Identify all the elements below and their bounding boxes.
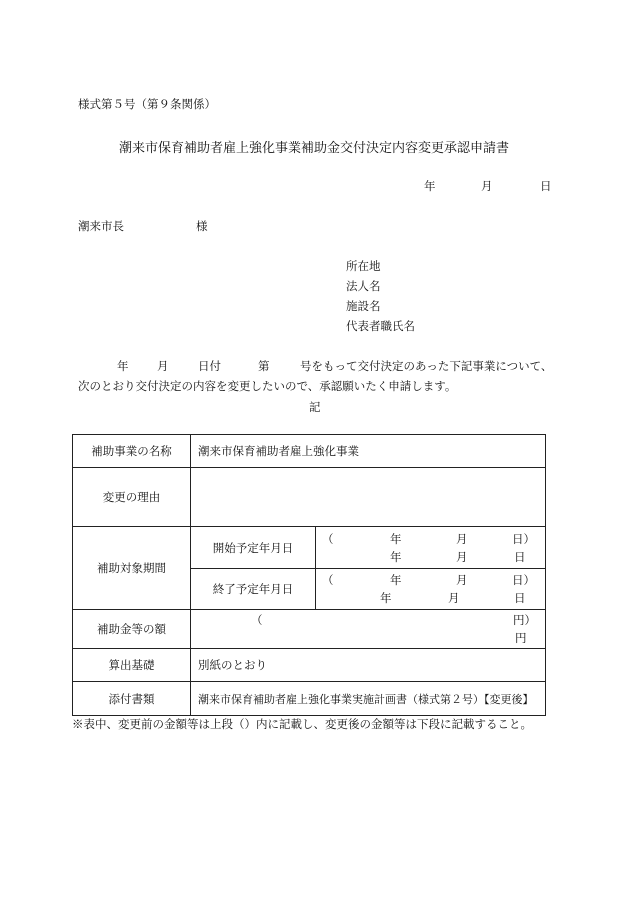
form-number: 様式第５号（第９条関係） (78, 97, 216, 111)
project-name-value: 潮来市保育補助者雇上強化事業 (191, 435, 546, 468)
end-old-day: 日） (512, 573, 535, 587)
start-new-day: 日 (514, 550, 526, 564)
body-line1-text: 号をもって交付決定のあった下記事業について、 (300, 359, 553, 373)
body-line2: 次のとおり交付決定の内容を変更したいので、承認願いたく申請します。 (78, 379, 457, 393)
body-month: 月 (157, 359, 169, 373)
end-new-year: 年 (380, 591, 392, 605)
body-number-prefix: 第 (258, 359, 270, 373)
applicant-rep-label: 代表者職氏名 (346, 319, 415, 333)
applicant-facility-label: 施設名 (346, 299, 381, 313)
end-date-cell[interactable] (316, 569, 546, 610)
row-attachments (73, 682, 546, 716)
date-month: 月 (481, 179, 493, 193)
row-reason (73, 468, 546, 527)
start-old-year: 年 (390, 532, 402, 546)
attachments-label: 添付書類 (73, 682, 191, 716)
end-new-month: 月 (448, 591, 460, 605)
start-new-month: 月 (456, 550, 468, 564)
body-year: 年 (117, 359, 129, 373)
row-basis (73, 649, 546, 682)
basis-label: 算出基礎 (73, 649, 191, 682)
row-amount (73, 610, 546, 649)
addressee-name: 潮来市長 (78, 219, 124, 233)
start-old-day: 日） (512, 532, 535, 546)
attachments-value: 潮来市保育補助者雇上強化事業実施計画書（様式第２号）【変更後】 (191, 682, 546, 716)
footnote: ※表中、変更前の金額等は上段（）内に記載し、変更後の金額等は下段に記載すること。 (72, 717, 532, 731)
project-name-label: 補助事業の名称 (73, 435, 191, 468)
start-old-month: 月 (456, 532, 468, 546)
end-old-year: 年 (390, 573, 402, 587)
date-day: 日 (540, 179, 552, 193)
start-new-year: 年 (390, 550, 402, 564)
amount-open-paren: （ (251, 613, 263, 627)
application-table (72, 434, 546, 716)
addressee-honorific: 様 (196, 219, 208, 233)
start-date-cell[interactable] (316, 527, 546, 569)
amount-new-yen: 円 (515, 631, 527, 645)
date-year: 年 (424, 179, 436, 193)
reason-label: 変更の理由 (73, 468, 191, 527)
basis-value: 別紙のとおり (191, 649, 546, 682)
period-label: 補助対象期間 (73, 527, 191, 610)
applicant-corp-label: 法人名 (346, 279, 381, 293)
reason-value[interactable] (191, 468, 546, 527)
body-day-suffix: 日付 (198, 359, 221, 373)
end-new-day: 日 (514, 591, 526, 605)
applicant-address-label: 所在地 (346, 259, 381, 273)
page-title: 潮来市保育補助者雇上強化事業補助金交付決定内容変更承認申請書 (119, 141, 510, 156)
row-period-start (73, 527, 546, 569)
start-label: 開始予定年月日 (191, 527, 316, 569)
end-label: 終了予定年月日 (191, 569, 316, 610)
amount-old-yen: 円） (513, 613, 536, 627)
start-open-paren: （ (322, 532, 334, 546)
amount-label: 補助金等の額 (73, 610, 191, 649)
row-project-name (73, 435, 546, 468)
end-old-month: 月 (456, 573, 468, 587)
end-open-paren: （ (322, 573, 334, 587)
ki-marker: 記 (309, 400, 321, 414)
amount-cell[interactable] (191, 610, 546, 649)
